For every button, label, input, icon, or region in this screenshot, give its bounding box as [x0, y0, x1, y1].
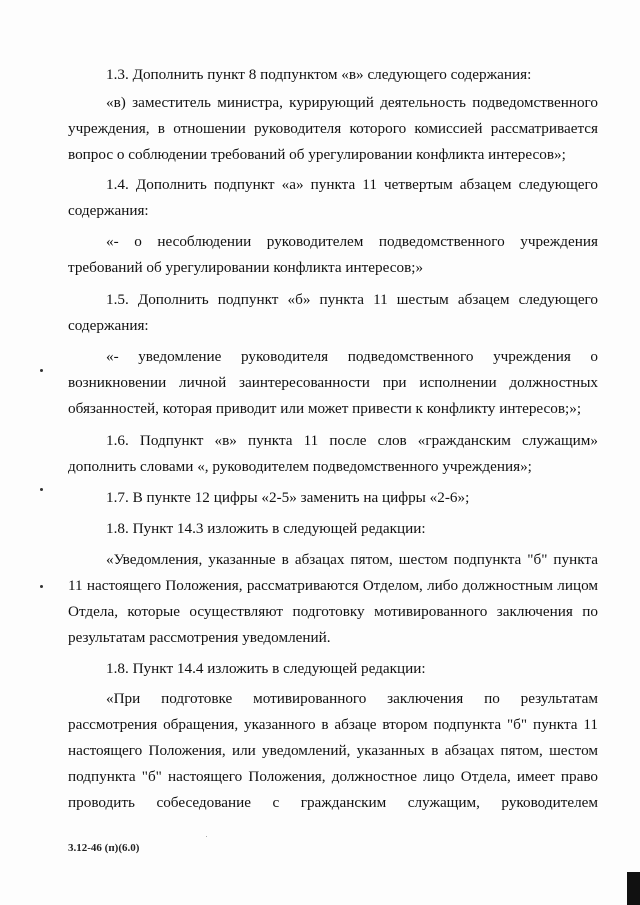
paragraph-1-6: 1.6. Подпункт «в» пункта 11 после слов «гражданским служащим» дополнить словами «, руководителем подведомственного учреждения»; [68, 432, 598, 475]
paragraph-1-5-text: «- уведомление руководителя подведомственного учреждения о возникновении личной заинтересованности при исполнении должностных обязанностей, которая приводит или может привести к конфликту интересов;»; [68, 348, 598, 417]
paragraph-1-5: 1.5. Дополнить подпункт «б» пункта 11 шестым абзацем следующего содержания: [68, 291, 598, 334]
margin-mark [40, 585, 43, 588]
paragraph-1-3-text: «в) заместитель министра, курирующий деятельность подведомственного учреждения, в отношении руководителя которого комиссией рассматривается вопрос о соблюдении требований об урегулировании конфликта интересов»; [68, 94, 598, 163]
footer-document-code: 3.12-46 (п)(6.0) [68, 842, 140, 854]
paragraph-1-8-a-text: «Уведомления, указанные в абзацах пятом, шестом подпункта "б" пункта 11 настоящего Положения, рассматриваются Отделом, либо должностным лицом Отдела, которые осуществляют подготовку мотивированного заключения по результатам рассмотрения уведомлений. [68, 551, 598, 646]
paragraph-1-4-text: «- о несоблюдении руководителем подведомственного учреждения требований об урегулировании конфликта интересов;» [68, 233, 598, 276]
footer-dot [206, 836, 207, 837]
paragraph-1-4: 1.4. Дополнить подпункт «а» пункта 11 четвертым абзацем следующего содержания: [68, 176, 598, 219]
paragraph-1-8-b: 1.8. Пункт 14.4 изложить в следующей редакции: [106, 660, 426, 677]
paragraph-1-7: 1.7. В пункте 12 цифры «2-5» заменить на цифры «2-6»; [106, 489, 470, 506]
margin-mark [40, 488, 43, 491]
margin-mark [40, 369, 43, 372]
scan-edge-mark [627, 872, 640, 905]
paragraph-1-3: 1.3. Дополнить пункт 8 подпунктом «в» следующего содержания: [106, 66, 532, 83]
paragraph-1-8-a: 1.8. Пункт 14.3 изложить в следующей редакции: [106, 520, 426, 537]
paragraph-1-8-b-text: «При подготовке мотивированного заключения по результатам рассмотрения обращения, указанного в абзаце втором подпункта "б" пункта 11 настоящего Положения, или уведомлений, указанных в абзацах пятом, шестом подпункта "б" настоящего Положения, должностное лицо Отдела, имеет право проводить собеседование с гражданским служащим, руководителем [68, 690, 598, 811]
